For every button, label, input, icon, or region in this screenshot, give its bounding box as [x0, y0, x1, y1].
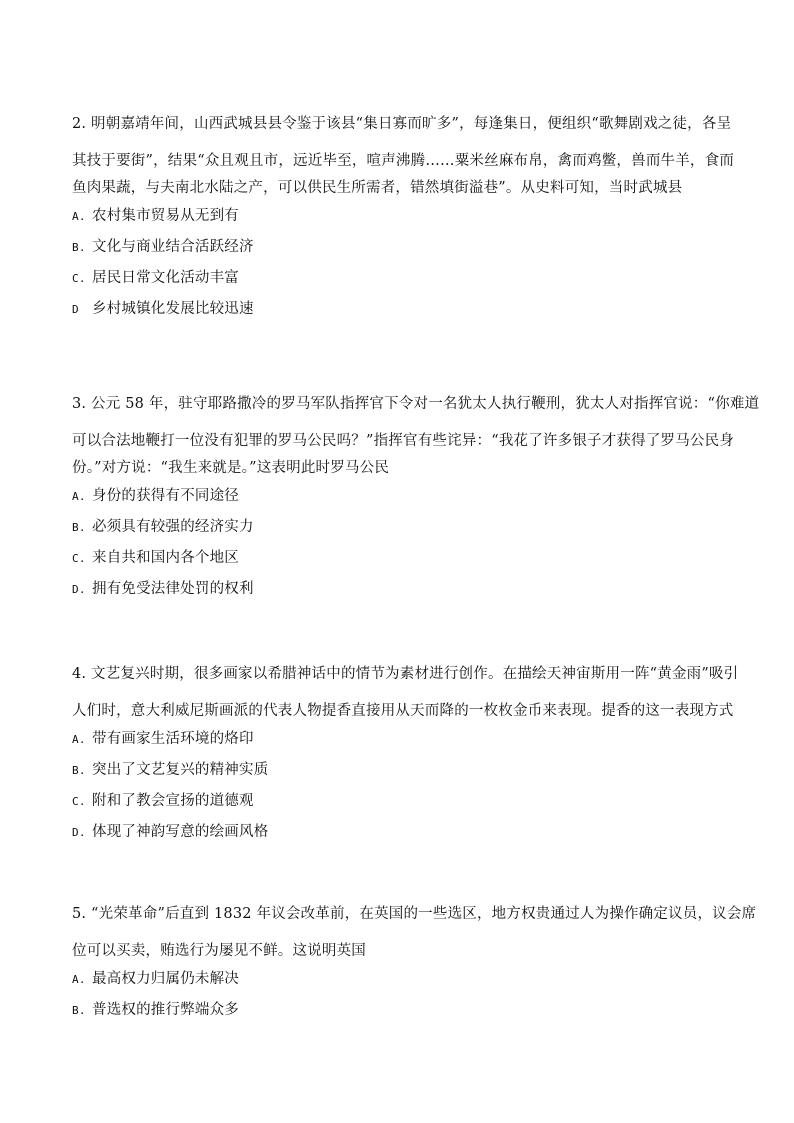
- option-text: 拥有免受法律处罚的权利: [92, 581, 254, 597]
- option-key: A.: [72, 210, 86, 223]
- question-text-line: 3. 公元 58 年，驻守耶路撒冷的罗马军队指挥官下令对一名犹太人执行鞭刑，犹太人对指挥官说：“你难道: [72, 396, 760, 412]
- option-c[interactable]: [72, 791, 724, 811]
- option-key: B.: [72, 241, 86, 254]
- option-d[interactable]: [72, 579, 724, 599]
- option-text: 必须具有较强的经济实力: [92, 519, 254, 535]
- option-text: 居民日常文化活动丰富: [92, 270, 239, 286]
- option-text: 体现了神韵写意的绘画风格: [92, 824, 269, 840]
- option-b[interactable]: [72, 1000, 724, 1020]
- option-b[interactable]: [72, 237, 724, 257]
- option-key: A.: [72, 733, 86, 746]
- question-4: [72, 664, 739, 853]
- option-text: 最高权力归属仍未解决: [92, 971, 239, 987]
- question-text-line: 2. 明朝嘉靖年间，山西武城县县令鉴于该县“集日寡而旷多”，每逢集日，便组织“歌舞剧戏之徒，各呈: [72, 116, 732, 132]
- option-a[interactable]: [72, 729, 724, 749]
- option-text: 带有画家生活环境的烙印: [92, 731, 254, 747]
- question-3: [72, 394, 760, 610]
- option-list: [72, 729, 724, 842]
- option-key: D.: [72, 826, 86, 839]
- option-a[interactable]: [72, 206, 724, 226]
- question-text-line: 5. “光荣革命”后直到 1832 年议会改革前，在英国的一些选区，地方权贵通过人为操作确定议员，议会席: [72, 906, 757, 922]
- option-key: D.: [72, 583, 86, 596]
- option-text: 乡村城镇化发展比较迅速: [92, 301, 254, 317]
- option-b[interactable]: [72, 517, 724, 537]
- question-text-line: 4. 文艺复兴时期，很多画家以希腊神话中的情节为素材进行创作。在描绘天神宙斯用一阵“黄金雨”吸引: [72, 666, 739, 682]
- option-key: D: [72, 303, 79, 316]
- option-c[interactable]: [72, 548, 724, 568]
- option-list: [72, 206, 724, 319]
- question-text-line: 份。”对方说：“我生来就是。”这表明此时罗马公民: [72, 460, 390, 476]
- question-text-line: 位可以买卖，贿选行为屡见不鲜。这说明英国: [72, 943, 366, 959]
- option-list: [72, 969, 724, 1020]
- option-text: 身份的获得有不同途径: [92, 488, 239, 504]
- question-text-line: 鱼肉果蔬，与夫南北水陆之产，可以供民生所需者，错然填街溢巷”。从史料可知，当时武城县: [72, 180, 683, 196]
- option-a[interactable]: [72, 969, 724, 989]
- option-a[interactable]: [72, 486, 724, 506]
- option-key: B.: [72, 764, 86, 777]
- question-text-line: 人们时，意大利威尼斯画派的代表人物提香直接用从天而降的一枚枚金币来表现。提香的这一表现方式: [72, 703, 734, 719]
- option-key: B.: [72, 1004, 86, 1017]
- option-c[interactable]: [72, 268, 724, 288]
- question-text-line: 可以合法地鞭打一位没有犯罪的罗马公民吗？”指挥官有些诧异：“我花了许多银子才获得了罗马公民身: [72, 433, 735, 449]
- question-text-line: 其技于要街”，结果“众且观且市，远近毕至，喧声沸腾……粟米丝麻布帛，禽而鸡鳖，兽而牛羊，食而: [72, 153, 735, 169]
- option-text: 普选权的推行弊端众多: [92, 1002, 239, 1018]
- option-key: C.: [72, 272, 86, 285]
- option-text: 农村集市贸易从无到有: [92, 208, 239, 224]
- question-2: [72, 114, 735, 330]
- option-key: A.: [72, 490, 86, 503]
- option-d[interactable]: [72, 822, 724, 842]
- option-text: 附和了教会宣扬的道德观: [92, 793, 254, 809]
- option-list: [72, 486, 724, 599]
- option-key: C.: [72, 795, 86, 808]
- option-d[interactable]: [72, 299, 724, 319]
- option-b[interactable]: [72, 760, 724, 780]
- option-key: C.: [72, 552, 86, 565]
- option-text: 突出了文艺复兴的精神实质: [92, 762, 269, 778]
- option-key: B.: [72, 521, 86, 534]
- option-key: A.: [72, 973, 86, 986]
- question-5: [72, 904, 757, 1031]
- option-text: 来自共和国内各个地区: [92, 550, 239, 566]
- option-text: 文化与商业结合活跃经济: [92, 239, 254, 255]
